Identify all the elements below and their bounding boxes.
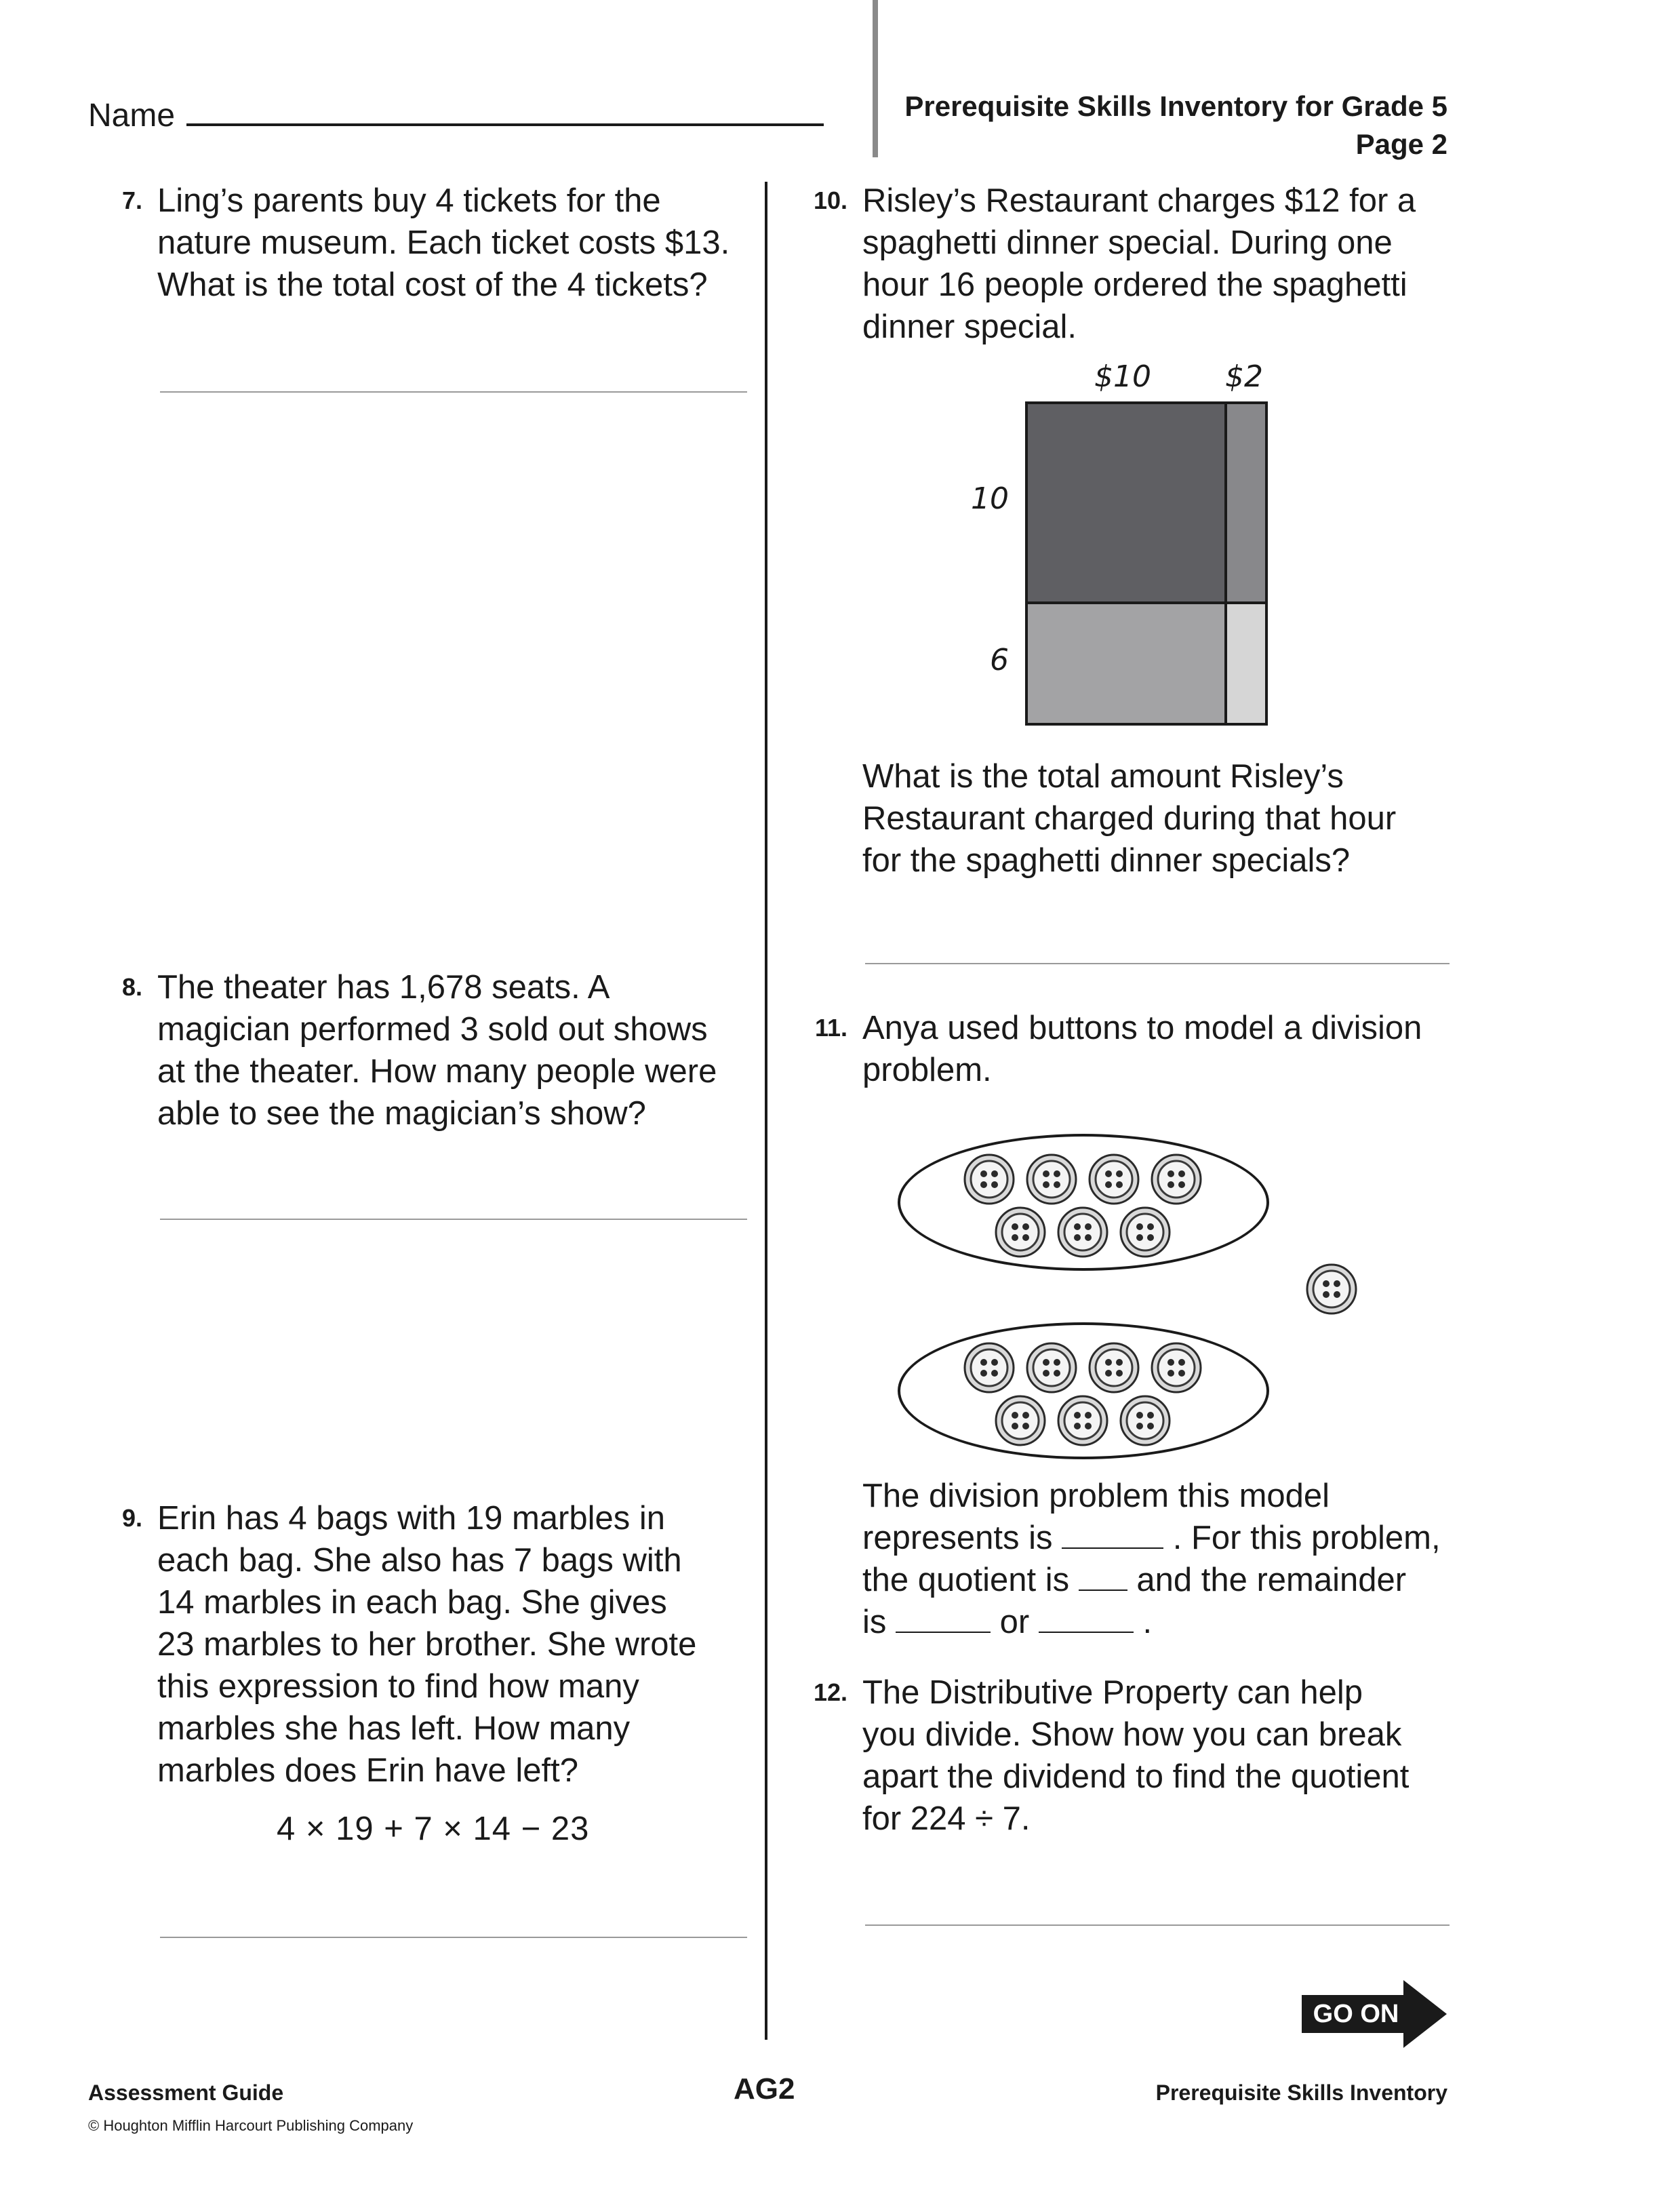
question-8-number: 8. bbox=[121, 973, 142, 1001]
question-12-number: 12. bbox=[813, 1678, 847, 1706]
area-model-label-10-rows: 10 bbox=[971, 481, 1009, 516]
button-icon bbox=[994, 1394, 1047, 1447]
area-model-label-6-rows: 6 bbox=[990, 643, 1009, 677]
question-12-text: The Distributive Property can help you divide. Show how you can break apart the dividend to find the quotient for 224 ÷ 7. bbox=[862, 1674, 1410, 1837]
area-model-cell-6x10 bbox=[1028, 604, 1227, 723]
button-icon bbox=[1119, 1206, 1172, 1259]
remainder-blank-2[interactable] bbox=[1039, 1602, 1134, 1633]
question-8-answer-line[interactable] bbox=[160, 1219, 747, 1220]
footer-prerequisite-skills-inventory: Prerequisite Skills Inventory bbox=[1155, 2080, 1447, 2105]
button-icon bbox=[963, 1153, 1016, 1206]
question-9-answer-line[interactable] bbox=[160, 1937, 747, 1938]
division-problem-blank[interactable] bbox=[1062, 1518, 1163, 1549]
question-11-number: 11. bbox=[814, 1014, 847, 1042]
question-7-number: 7. bbox=[121, 186, 142, 214]
question-10-answer-line[interactable] bbox=[865, 963, 1450, 964]
quotient-blank[interactable] bbox=[1079, 1560, 1127, 1591]
header-title: Prerequisite Skills Inventory for Grade 5 bbox=[904, 90, 1447, 122]
area-model bbox=[1025, 401, 1268, 726]
go-on-label: GO ON bbox=[1313, 2000, 1399, 2028]
button-icon bbox=[1150, 1153, 1203, 1206]
footer-assessment-guide: Assessment Guide bbox=[88, 2080, 284, 2105]
area-model-cell-10x10 bbox=[1028, 404, 1227, 604]
name-label: Name bbox=[88, 98, 176, 134]
header-page: Page 2 bbox=[1355, 128, 1447, 160]
button-icon bbox=[963, 1341, 1016, 1394]
question-10-number: 10. bbox=[813, 186, 847, 214]
column-divider bbox=[765, 182, 767, 2040]
question-11-fill-in: The division problem this model represents is . For this problem, the quotient is and the remainder is or . bbox=[862, 1478, 1441, 1640]
button-icon bbox=[1056, 1394, 1109, 1447]
name-line[interactable] bbox=[186, 123, 824, 126]
button-icon bbox=[1150, 1341, 1203, 1394]
question-7-answer-line[interactable] bbox=[160, 391, 747, 393]
area-model-cell-6x2 bbox=[1227, 604, 1265, 723]
remainder-blank-1[interactable] bbox=[896, 1602, 991, 1633]
question-11-text: Anya used buttons to model a division problem. bbox=[862, 1010, 1422, 1088]
button-icon bbox=[994, 1206, 1047, 1259]
question-10-text: Risley’s Restaurant charges $12 for a spaghetti dinner special. During one hour 16 people ordered the spaghetti dinner special. bbox=[862, 182, 1416, 345]
question-9-number: 9. bbox=[121, 1504, 142, 1532]
footer-copyright: © Houghton Mifflin Harcourt Publishing Company bbox=[88, 2117, 414, 2134]
button-icon bbox=[1305, 1263, 1358, 1316]
area-model-cell-10x2 bbox=[1227, 404, 1265, 604]
button-icon bbox=[1025, 1153, 1078, 1206]
question-8-text: The theater has 1,678 seats. A magician performed 3 sold out shows at the theater. How many people were able to see the magician’s show? bbox=[157, 969, 717, 1132]
button-icon bbox=[1087, 1153, 1140, 1206]
button-icon bbox=[1119, 1394, 1172, 1447]
question-9-expression: 4 × 19 + 7 × 14 − 23 bbox=[277, 1811, 590, 1847]
area-model-label-2-dollars: $2 bbox=[1225, 359, 1263, 394]
question-10-followup: What is the total amount Risley’s Restaurant charged during that hour for the spaghetti dinner specials? bbox=[862, 758, 1397, 879]
button-icon bbox=[1087, 1341, 1140, 1394]
area-model-label-10-dollars: $10 bbox=[1094, 359, 1151, 394]
question-12-answer-line[interactable] bbox=[865, 1924, 1450, 1926]
footer-page-code: AG2 bbox=[734, 2072, 795, 2106]
button-icon bbox=[1025, 1341, 1078, 1394]
button-icon bbox=[1056, 1206, 1109, 1259]
header-divider bbox=[873, 0, 878, 157]
question-9-text: Erin has 4 bags with 19 marbles in each bag. She also has 7 bags with 14 marbles in each bag. She gives 23 marbles to her brother. She wrote this expression to find how many marbles she has left. How many marbles does Erin have left? bbox=[157, 1500, 697, 1789]
question-7-text: Ling’s parents buy 4 tickets for the nature museum. Each ticket costs $13. What is the total cost of the 4 tickets? bbox=[157, 182, 730, 303]
